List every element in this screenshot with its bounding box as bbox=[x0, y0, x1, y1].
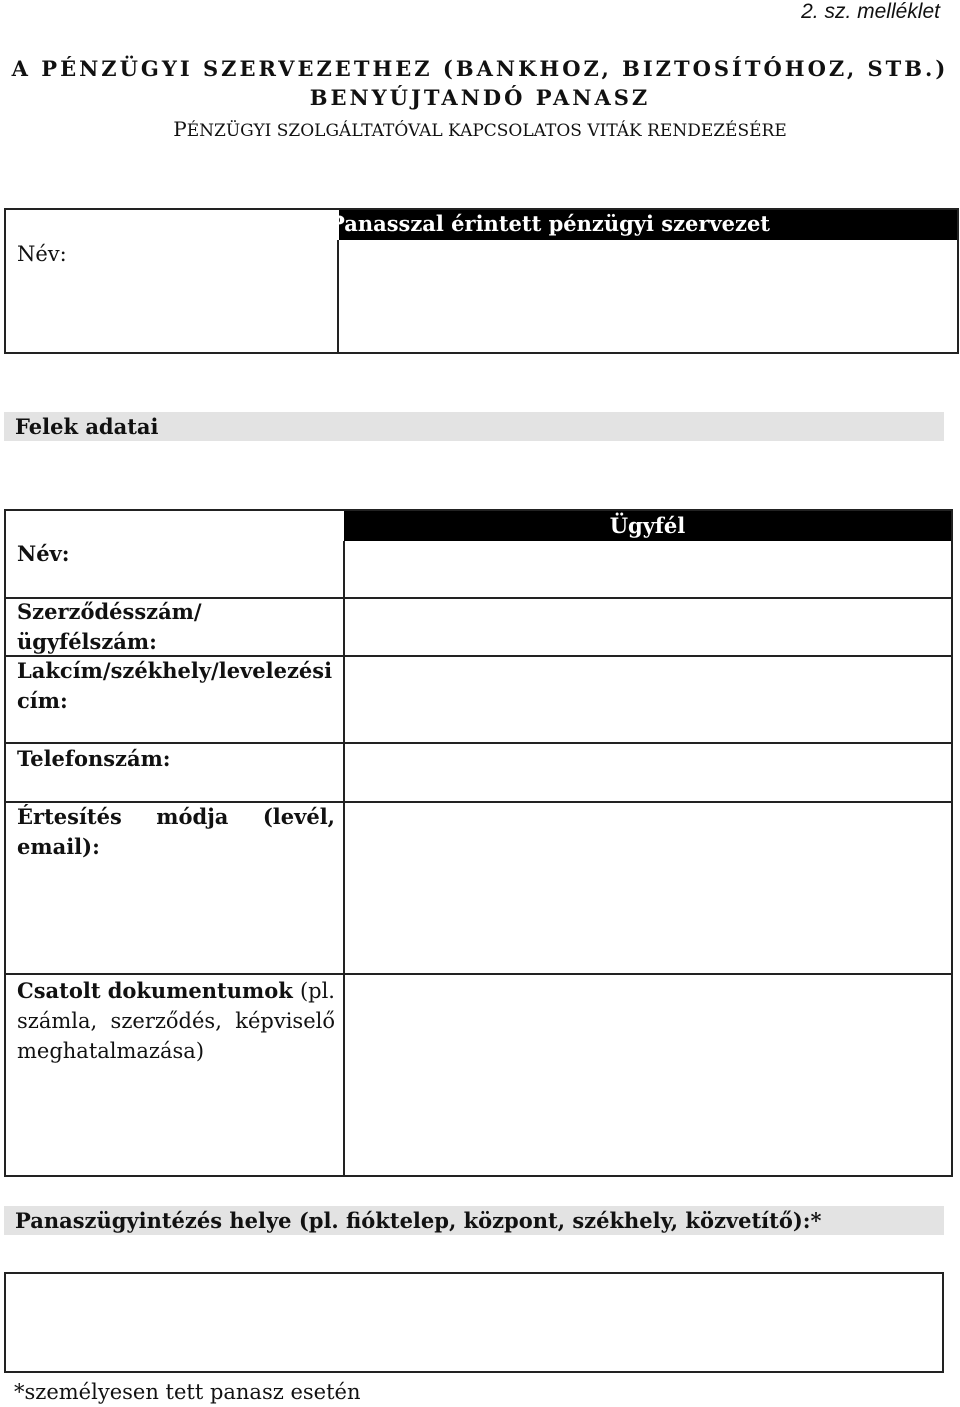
form-title-line2: BENYÚJTANDÓ PANASZ bbox=[309, 85, 651, 110]
label-word: módja bbox=[156, 804, 229, 829]
client-header: Ügyfél bbox=[344, 511, 951, 541]
label-word: (pl. bbox=[299, 979, 335, 1003]
label-word: számla, bbox=[17, 1009, 98, 1033]
notification-method-label bbox=[17, 802, 335, 862]
phone-field[interactable] bbox=[345, 744, 951, 801]
contract-number-label: Szerződésszám/ügyfélszám: bbox=[17, 599, 202, 654]
label-word: dokumentumok bbox=[107, 978, 293, 1003]
complaint-location-title: Panaszügyintézés helye (pl. fióktelep, központ, székhely, közvetítő):* bbox=[4, 1206, 944, 1235]
label-word: képviselő bbox=[235, 1009, 335, 1033]
attached-documents-label bbox=[17, 976, 335, 1066]
label-word: szerződés, bbox=[110, 1009, 222, 1033]
phone-label: Telefonszám: bbox=[17, 746, 171, 771]
label-word: Csatolt bbox=[17, 978, 101, 1003]
address-field[interactable] bbox=[345, 657, 951, 742]
organization-name-field[interactable] bbox=[339, 240, 957, 352]
contract-number-field[interactable] bbox=[345, 599, 951, 655]
label-line: email): bbox=[17, 834, 100, 859]
attached-documents-field[interactable] bbox=[345, 975, 951, 1175]
subtitle-rest: ÉNZÜGYI SZOLGÁLTATÓVAL KAPCSOLATOS VITÁK RENDEZÉSÉRE bbox=[186, 121, 787, 141]
label-word: Értesítés bbox=[17, 804, 122, 829]
notification-method-field[interactable] bbox=[345, 803, 951, 973]
parties-section-title: Felek adatai bbox=[4, 412, 944, 441]
address-label: Lakcím/székhely/levelezési cím: bbox=[17, 658, 333, 713]
client-name-field[interactable] bbox=[345, 541, 951, 597]
subtitle-initial: P bbox=[173, 117, 187, 141]
organization-name-label: Név: bbox=[17, 242, 67, 266]
form-title-line1: A PÉNZÜGYI SZERVEZETHEZ (BANKHOZ, BIZTOSÍTÓHOZ, STB.) bbox=[11, 56, 949, 81]
label-line: meghatalmazása) bbox=[17, 1039, 205, 1063]
label-word: (levél, bbox=[262, 804, 335, 829]
organization-header-text: Panasszal érintett pénzügyi szervezet bbox=[328, 211, 771, 236]
footnote: *személyesen tett panasz esetén bbox=[14, 1380, 361, 1404]
form-subtitle bbox=[0, 117, 960, 141]
client-name-label: Név: bbox=[17, 541, 70, 566]
organization-table bbox=[4, 208, 959, 354]
parties-table bbox=[4, 509, 953, 1177]
complaint-location-field[interactable] bbox=[4, 1272, 944, 1373]
annex-label: 2. sz. melléklet bbox=[801, 0, 940, 23]
organization-header bbox=[328, 210, 957, 240]
